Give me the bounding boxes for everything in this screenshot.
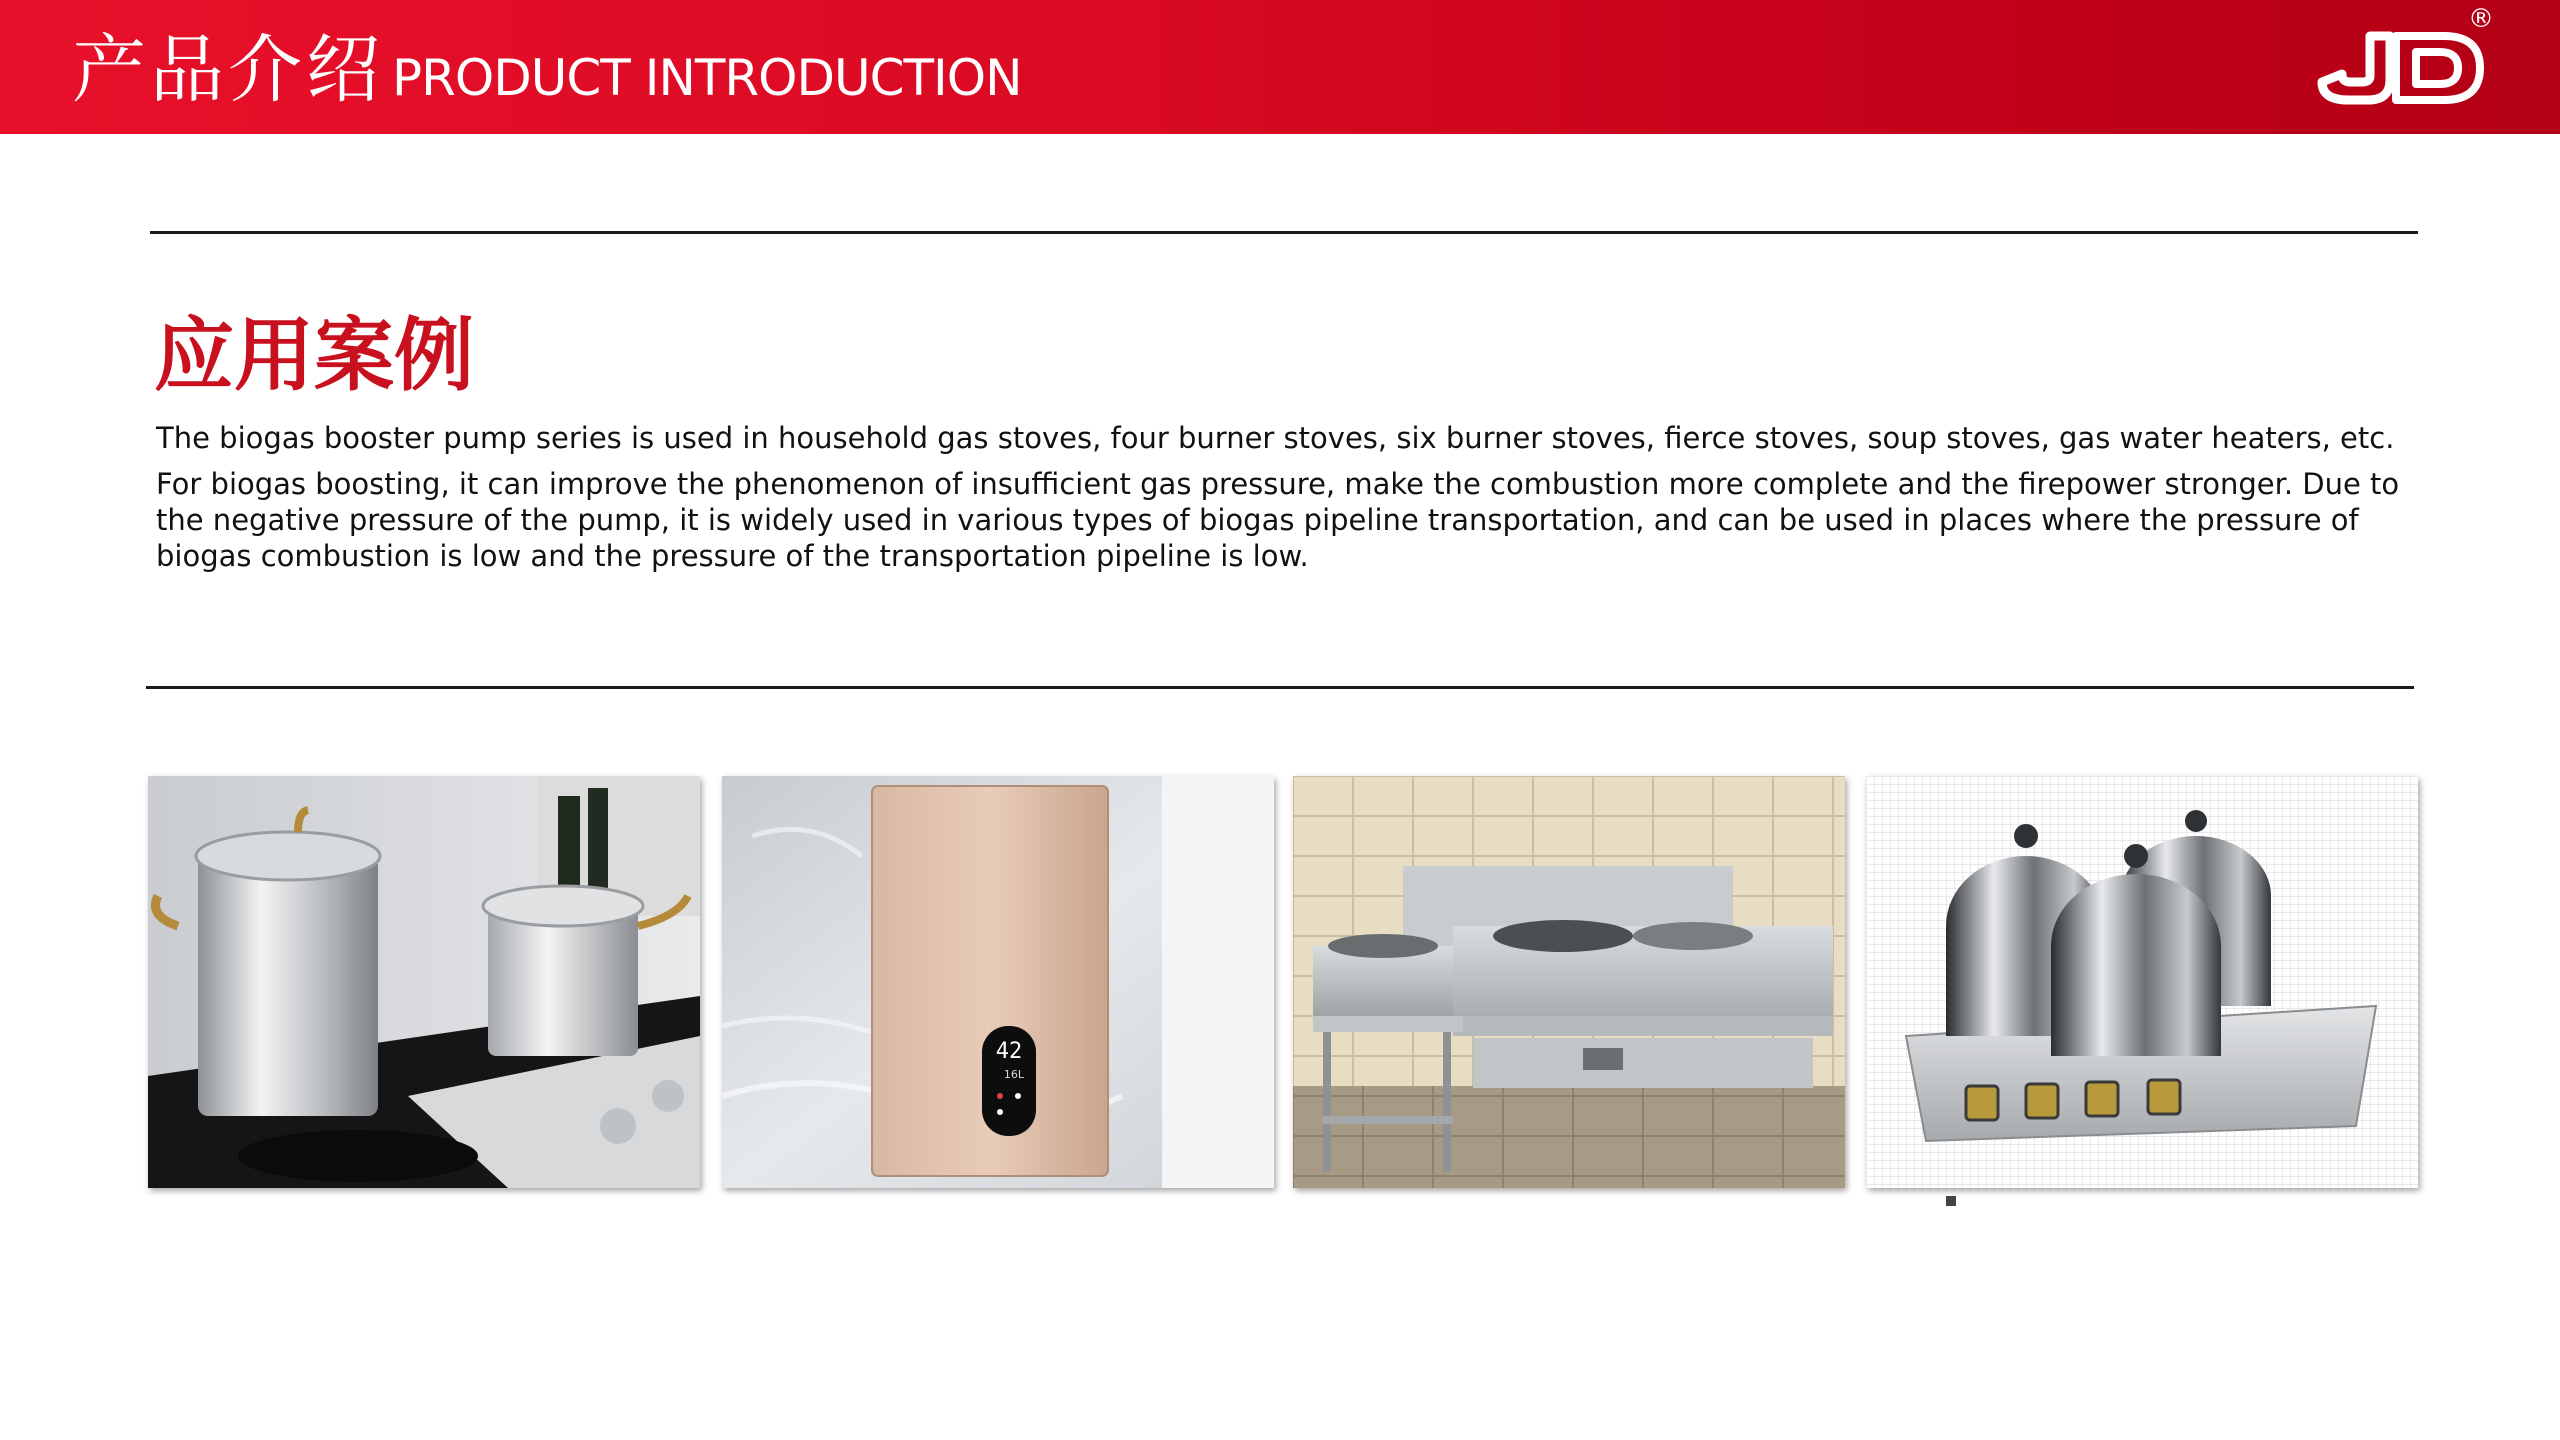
photo-gas-water-heater <box>722 776 1274 1188</box>
photo-induction-steamer-pots <box>1866 776 2418 1188</box>
photo-commercial-kitchen-stove <box>1293 776 1845 1188</box>
heater-temp-display: 42 <box>995 1039 1023 1064</box>
divider-middle <box>146 686 2414 689</box>
divider-top <box>150 231 2418 234</box>
header-banner <box>0 0 2560 134</box>
jd-logo <box>2312 24 2492 110</box>
section-title: 应用案例 <box>154 308 474 402</box>
header-title-english: PRODUCT INTRODUCTION <box>392 49 1022 107</box>
photo-gas-stove-pots <box>148 776 700 1188</box>
body-paragraph-1: The biogas booster pump series is used in household gas stoves, four burner stoves, six burner stoves, fierce stoves, soup stoves, gas water heaters, etc. <box>156 421 2395 455</box>
registered-mark: ® <box>2468 4 2494 34</box>
header-title <box>72 20 1022 120</box>
heater-flow-display: 16L <box>1003 1068 1025 1081</box>
body-paragraph-2: For biogas boosting, it can improve the phenomenon of insufficient gas pressure, make the combustion more complete and the firepower stronger. Due to the negative pressure of the pump, it is widely used in various types of biogas pipeline transportation, and can be used in places where the pressure of biogas combustion is low and the pressure of the transportation pipeline is low. <box>156 467 2400 573</box>
header-title-chinese: 产品介绍 <box>72 27 384 113</box>
logo-text: JD <box>2332 110 2334 111</box>
